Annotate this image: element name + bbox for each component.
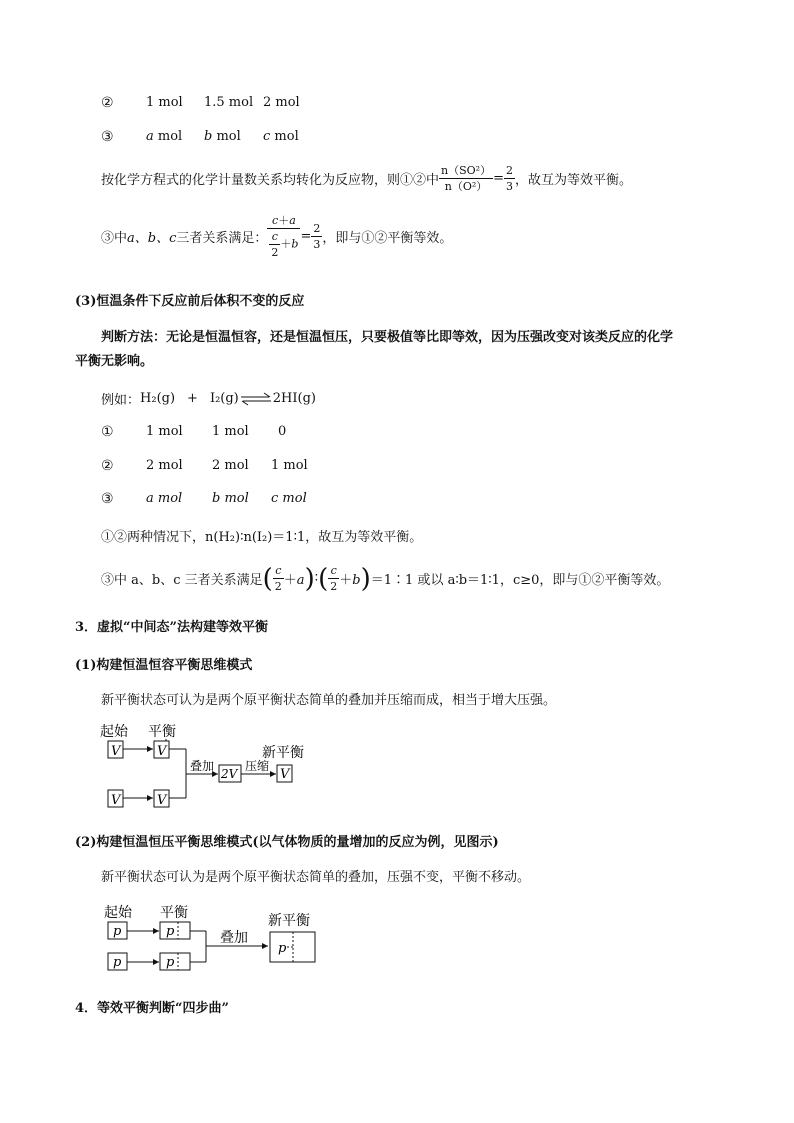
relation-statement: ③中 a、b、c 三者关系满足： c＋a $\frac{c}{2}$ ＋b = $\frac{2}{3}$ ，即与①②平衡等效。: [101, 214, 453, 259]
row-value-c: c mol: [271, 491, 307, 506]
row-label: ②: [101, 458, 114, 474]
method-text: 判断方法：无论是恒温恒容，还是恒温恒压，只要极值等比即等效，因为压强改变对该类反应的化学: [101, 330, 674, 345]
row-value-b: 1 mol: [212, 424, 249, 439]
svg-text:V: V: [111, 744, 121, 759]
svg-text:p: p: [166, 924, 175, 939]
svg-text:p: p: [166, 955, 175, 970]
subsection-heading: (2)构建恒温恒压平衡思维模式(以气体物质的量增加的反应为例，见图示): [75, 835, 499, 850]
section-heading: (3)恒温条件下反应前后体积不变的反应: [75, 294, 305, 309]
diagram-start-label: 起始: [100, 724, 128, 740]
svg-text:2V: 2V: [221, 767, 238, 781]
subsection-heading: (1)构建恒温恒容平衡思维模式: [75, 658, 253, 673]
equilibrium-arrows-icon: [239, 392, 273, 406]
row-value-a: 1 mol: [146, 424, 183, 439]
row-value-b: 2 mol: [212, 458, 249, 473]
svg-text:叠加: 叠加: [220, 930, 248, 946]
product-hi: 2HI(g): [272, 391, 316, 406]
mole-ratio-fraction: $\frac{\text{n（SO²）}}{\text{n（O²）}}$: [441, 164, 492, 193]
row-value-a: 2 mol: [146, 458, 183, 473]
row-label: ③: [101, 491, 114, 507]
diagram-equilibrium-label: 平衡: [160, 905, 188, 921]
description-text: 新平衡状态可认为是两个原平衡状态简单的叠加并压缩而成，相当于增大压强。: [101, 693, 557, 708]
svg-text:p: p: [278, 941, 287, 956]
row-value-c: 0: [278, 424, 287, 439]
example-equation: 例如： H₂(g) + I₂(g) 2HI(g): [101, 391, 316, 408]
row-value-a: a mol: [146, 491, 183, 506]
relation-fraction: c＋a $\frac{c}{2}$ ＋b: [267, 213, 300, 260]
row-value-b: 1.5 mol: [204, 95, 254, 110]
row-value-c: c mol: [263, 129, 299, 144]
row-value-a: a mol: [146, 129, 183, 144]
reactant-h2: H₂(g): [140, 391, 176, 406]
diagram-new-equilibrium-label: 新平衡: [262, 745, 304, 761]
svg-text:压缩: 压缩: [245, 759, 270, 773]
svg-text:V: V: [111, 793, 121, 808]
row-label: ②: [101, 95, 114, 111]
diagram-start-label: 起始: [104, 905, 132, 921]
equilibrium-box: [160, 922, 190, 939]
conversion-statement: 按化学方程式的化学计量数关系均转化为反应物，则①②中 $\frac{\text{n（SO²）}}{\text{n（O²）}}$ = $\frac{2}{3}$ ，故互为等效平衡。: [101, 164, 632, 193]
description-text: 新平衡状态可认为是两个原平衡状态简单的叠加，压强不变，平衡不移动。: [101, 870, 531, 885]
row-value-a: 1 mol: [146, 95, 183, 110]
row-value-c: 2 mol: [263, 95, 300, 110]
constant-volume-diagram: [98, 720, 318, 812]
diagram-equilibrium-label: 平衡: [148, 724, 176, 740]
method-text-continued: 平衡无影响。: [75, 354, 154, 369]
relation-statement-2: ③中 a、b、c 三者关系满足 ( $\frac{c}{2}$ ＋a ) ∶ ( $\frac{c}{2}$ ＋b ) ＝1∶1 或以 a∶b＝1∶1，c≥0，即与①②平衡等效。: [101, 563, 670, 594]
row-value-c: 1 mol: [271, 458, 308, 473]
part-heading: 3．虚拟“中间态”法构建等效平衡: [75, 620, 269, 635]
row-label: ①: [101, 424, 114, 440]
svg-text:p: p: [113, 924, 122, 939]
row-value-b: b mol: [212, 491, 249, 506]
part-heading: 4．等效平衡判断“四步曲”: [75, 1001, 230, 1016]
row-value-b: b mol: [204, 129, 241, 144]
diagram-new-equilibrium-label: 新平衡: [268, 913, 310, 929]
svg-text:V: V: [157, 744, 167, 759]
reactant-i2: I₂(g): [209, 391, 239, 406]
svg-text:V: V: [280, 767, 290, 782]
svg-text:叠加: 叠加: [190, 759, 215, 773]
equilibrium-box: [160, 953, 190, 970]
ratio-statement: ①②两种情况下，n(H₂)∶n(I₂)＝1∶1，故互为等效平衡。: [101, 530, 423, 545]
svg-text:V: V: [157, 793, 167, 808]
ratio-value-fraction: $\frac{2}{3}$: [505, 164, 513, 193]
svg-text:p: p: [113, 955, 122, 970]
conversion-text: 按化学方程式的化学计量数关系均转化为反应物，则①②中: [101, 173, 440, 188]
constant-pressure-diagram: [100, 902, 325, 977]
row-label: ③: [101, 129, 114, 145]
